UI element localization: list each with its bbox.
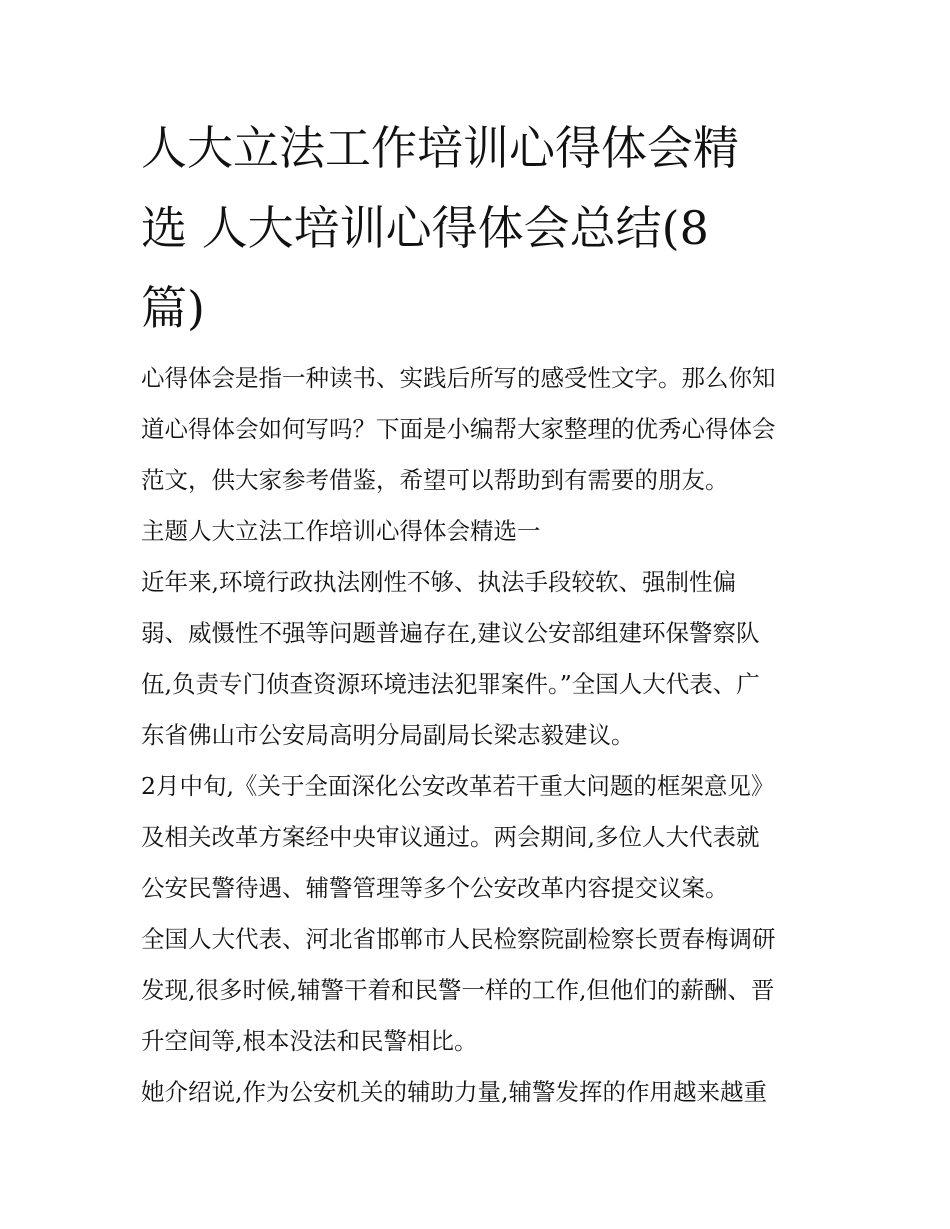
section-heading: 主题人大立法工作培训心得体会精选一 [141, 517, 541, 545]
body-line: 伍,负责专门侦查资源环境违法犯罪案件。”全国人大代表、广 [141, 670, 760, 698]
body-line: 东省佛山市公安局高明分局副局长梁志毅建议。 [141, 721, 635, 749]
title-line: 篇) [141, 281, 205, 335]
body-line: 及相关改革方案经中央审议通过。两会期间,多位人大代表就 [141, 823, 760, 851]
title-line: 选 人大培训心得体会总结(8 [141, 201, 709, 255]
body-line: 2月中旬,《关于全面深化公安改革若干重大问题的框架意见》 [141, 772, 775, 800]
body-line: 发现,很多时候,辅警干着和民警一样的工作,但他们的薪酬、晋 [141, 976, 775, 1004]
intro-line: 心得体会是指一种读书、实践后所写的感受性文字。那么你知 [141, 364, 776, 392]
body-line: 弱、威慑性不强等问题普遍存在,建议公安部组建环保警察队 [141, 619, 760, 647]
title-line: 人大立法工作培训心得体会精 [141, 121, 739, 175]
body-line: 近年来,环境行政执法刚性不够、执法手段较软、强制性偏 [141, 568, 736, 596]
body-line: 她介绍说,作为公安机关的辅助力量,辅警发挥的作用越来越重 [141, 1078, 767, 1106]
intro-line: 范文，供大家参考借鉴，希望可以帮助到有需要的朋友。 [141, 466, 729, 494]
body-line: 升空间等,根本没法和民警相比。 [141, 1027, 478, 1055]
body-line: 公安民警待遇、辅警管理等多个公安改革内容提交议案。 [141, 874, 729, 902]
body-line: 全国人大代表、河北省邯郸市人民检察院副检察长贾春梅调研 [141, 925, 776, 953]
document-title [141, 108, 821, 348]
intro-line: 道心得体会如何写吗？下面是小编帮大家整理的优秀心得体会 [141, 415, 776, 443]
